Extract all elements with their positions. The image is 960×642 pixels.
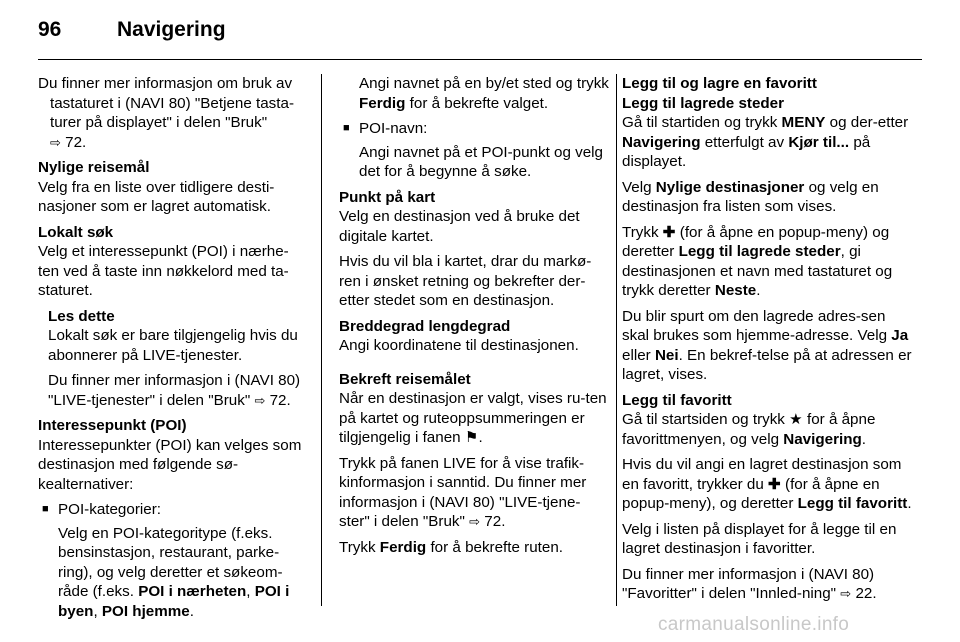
section-text-favoritt-3: Velg i listen på displayet for å legge til en lagret destinasjon i favoritter. bbox=[622, 520, 897, 557]
section-heading-lokalt: Lokalt søk bbox=[38, 223, 114, 241]
column-1 bbox=[38, 74, 308, 627]
header-rule bbox=[38, 59, 922, 60]
section-text-kart-2: Hvis du vil bla i kartet, drar du markø-ren i ønsket retning og bekrefter der-etter stedet som en destinasjon. bbox=[339, 253, 592, 309]
bullet-text-poi-navn: Angi navnet på et POI-punkt og velg det for å begynne å søke. bbox=[359, 143, 604, 180]
flag-icon: ⚑ bbox=[464, 429, 479, 446]
section-text-lagrede-2: Velg Nylige destinasjoner og velg en destinasjon fra listen som vises. bbox=[622, 178, 879, 215]
column-divider-1 bbox=[321, 74, 322, 606]
section-text-kart-1: Velg en destinasjon ved å bruke det digitale kartet. bbox=[339, 208, 580, 245]
section-text-bekreft-2: Trykk på fanen LIVE for å vise trafik-kinformasjon i sanntid. Du finner mer informasjon i (NAVI 80) "LIVE-tjene-ster" i delen "Bruk" ⇨ 72. bbox=[339, 454, 587, 530]
section-heading-lagrede: Legg til lagrede steder bbox=[622, 94, 785, 112]
section-text-lokalt: Velg et interessepunkt (POI) i nærhe-ten ved å taste inn nøkkelord med ta-staturet. bbox=[38, 243, 289, 299]
page-reference[interactable]: 72. bbox=[484, 513, 506, 530]
section-heading-bredde: Breddegrad lengdegrad bbox=[339, 317, 511, 335]
section-heading-nylige: Nylige reisemål bbox=[38, 159, 150, 176]
section-text-bekreft-1: Når en destinasjon er valgt, vises ru-ten på kartet og ruteoppsummeringen er tilgjengelig i fanen ⚑. bbox=[339, 390, 607, 446]
section-text-poi: Interessepunkter (POI) kan velges som destinasjon med følgende sø-kealternativer: bbox=[38, 436, 302, 493]
bullet-poi-navn: ■ POI-navn: bbox=[343, 120, 428, 137]
page-reference[interactable]: 72. bbox=[65, 133, 87, 151]
section-heading-kart: Punkt på kart bbox=[339, 188, 436, 206]
section-text-nylige: Velg fra en liste over tidligere desti-nasjoner som er lagret automatisk. bbox=[38, 178, 275, 215]
bullet-icon: ■ bbox=[42, 503, 49, 515]
section-text-bredde: Angi koordinatene til destinasjonen. bbox=[339, 337, 579, 354]
watermark: carmanualsonline.info bbox=[658, 614, 850, 635]
ferdig-label: Ferdig bbox=[359, 94, 406, 112]
plus-icon: ✚ bbox=[662, 223, 676, 241]
column-2 bbox=[339, 74, 609, 563]
section-text-lagrede-1: Gå til startiden og trykk MENY og der-etter Navigering etterfulgt av Kjør til... på displayet. bbox=[622, 114, 909, 170]
section-text-favoritt-4: Du finner mer informasjon i (NAVI 80) "Favoritter" i delen "Innled-ning" ⇨ 22. bbox=[622, 565, 877, 602]
reference-arrow-icon: ⇨ bbox=[254, 392, 266, 408]
section-text-bekreft-3: Trykk Ferdig for å bekrefte ruten. bbox=[339, 538, 563, 556]
section-heading-legg-favoritt: Legg til favoritt bbox=[622, 391, 732, 409]
note-text-1: Lokalt søk er bare tilgjengelig hvis du abonnerer på LIVE-tjenester. bbox=[48, 327, 298, 364]
section-text-lagrede-4: Du blir spurt om den lagrede adres-sen skal brukes som hjemme-adresse. Velg Ja eller Nei. En bekref-telse på at adressen er lagret, vises. bbox=[622, 307, 912, 383]
section-text-favoritt-2: Hvis du vil angi en lagret destinasjon som en favoritt, trykker du ✚ (for å åpne en popup-meny), og deretter Legg til favoritt. bbox=[622, 456, 912, 512]
section-text-favoritt-1: Gå til startsiden og trykk ★ for å åpne favorittmenyen, og velg Navigering. bbox=[622, 411, 876, 448]
column-divider-2 bbox=[616, 74, 617, 606]
bullet-text-poi-kategorier: Velg en POI-kategoritype (f.eks. bensinstasjon, restaurant, parke-ring), og velg deretter et søkeom-råde (f.eks. POI i nærheten, POI i byen, POI hjemme. bbox=[58, 524, 290, 620]
note-box bbox=[38, 307, 308, 411]
section-text-lagrede-3: Trykk ✚ (for å åpne en popup-meny) og deretter Legg til lagrede steder, gi destinasjonen et navn med tastaturet og trykk deretter Neste. bbox=[622, 223, 893, 299]
bullet-poi-kategorier: ■ POI-kategorier: bbox=[42, 501, 161, 518]
page-number: 96 bbox=[38, 18, 62, 41]
bullet-continuation: Angi navnet på en by/et sted og trykk Ferdig for å bekrefte valget. bbox=[359, 75, 609, 112]
intro-paragraph: Du finner mer informasjon om bruk av tastaturet i (NAVI 80) "Betjene tasta-turer på displayet" i delen "Bruk" ⇨ 72. bbox=[38, 75, 295, 151]
column-3 bbox=[622, 74, 912, 610]
page-reference[interactable]: 72. bbox=[269, 391, 291, 409]
page-title: Navigering bbox=[117, 18, 226, 41]
page-reference[interactable]: 22. bbox=[855, 585, 877, 602]
reference-arrow-icon: ⇨ bbox=[469, 514, 481, 529]
section-heading-poi: Interessepunkt (POI) bbox=[38, 417, 187, 434]
note-heading: Les dette bbox=[48, 307, 115, 325]
bullet-icon: ■ bbox=[343, 122, 350, 134]
reference-arrow-icon: ⇨ bbox=[50, 134, 61, 150]
reference-arrow-icon: ⇨ bbox=[840, 586, 852, 601]
plus-icon: ✚ bbox=[768, 475, 781, 493]
note-text-2: Du finner mer informasjon i (NAVI 80) "LIVE-tjenester" i delen "Bruk" ⇨ 72. bbox=[48, 372, 301, 409]
section-heading-bekreft: Bekreft reisemålet bbox=[339, 370, 471, 388]
section-heading-favoritt: Legg til og lagre en favoritt bbox=[622, 75, 817, 92]
ferdig-label: Ferdig bbox=[379, 538, 427, 556]
star-icon: ★ bbox=[789, 411, 803, 428]
